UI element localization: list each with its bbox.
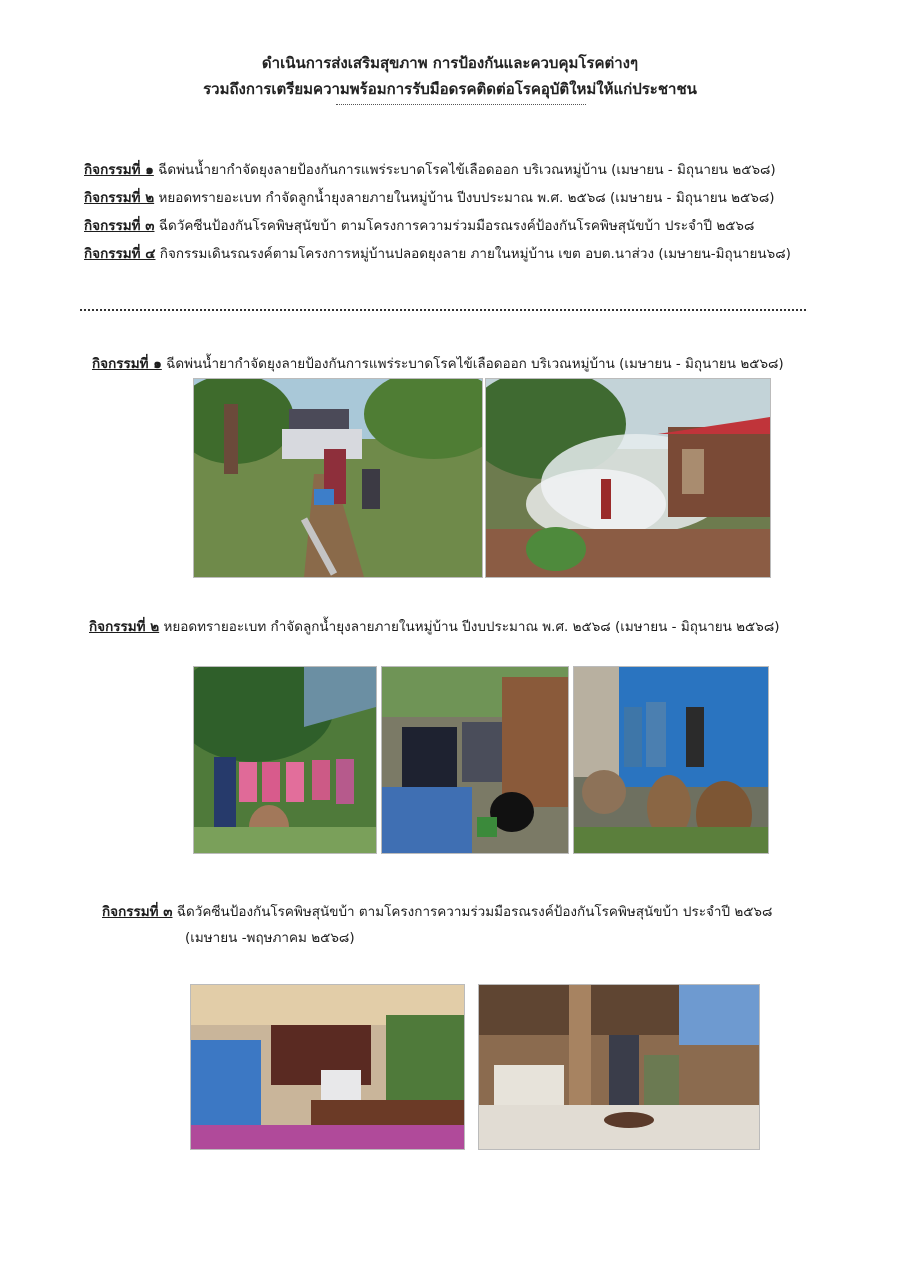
section-label: กิจกรรมที่ ๓ <box>102 904 173 920</box>
activity-text: ฉีดวัคซีนป้องกันโรคพิษสุนัขบ้า ตามโครงการความร่วมมือรณรงค์ป้องกันโรคพิษสุนัขบ้า ประจำปี ๒๕๖๘ <box>158 218 755 234</box>
photo-fogging-truck <box>193 378 483 578</box>
activity-item <box>84 212 844 240</box>
section-3-date: (เมษายน -พฤษภาคม ๒๕๖๘) <box>185 930 355 946</box>
activity-label: กิจกรรมที่ ๔ <box>84 246 156 262</box>
activity-label: กิจกรรมที่ ๓ <box>84 218 155 234</box>
section-2-heading <box>89 616 780 638</box>
activity-text: ฉีดพ่นน้ำยากำจัดยุงลายป้องกันการแพร่ระบาดโรคไข้เลือดออก บริเวณหมู่บ้าน (เมษายน - มิถุนายน ๒๕๖๘) <box>158 162 776 178</box>
section-text: หยอดทรายอะเบท กำจัดลูกน้ำยุงลายภายในหมู่บ้าน ปีงบประมาณ พ.ศ. ๒๕๖๘ (เมษายน - มิถุนายน ๒๕๖๘) <box>163 619 780 635</box>
section-text: ฉีดวัคซีนป้องกันโรคพิษสุนัขบ้า ตามโครงการความร่วมมือรณรงค์ป้องกันโรคพิษสุนัขบ้า ประจำปี ๒๕๖๘ <box>176 904 773 920</box>
activity-text: หยอดทรายอะเบท กำจัดลูกน้ำยุงลายภายในหมู่บ้าน ปีงบประมาณ พ.ศ. ๒๕๖๘ (เมษายน - มิถุนายน ๒๕๖๘) <box>158 190 775 206</box>
activity-label: กิจกรรมที่ ๒ <box>84 190 155 206</box>
activity-list <box>84 156 844 268</box>
activity-label: กิจกรรมที่ ๑ <box>84 162 154 178</box>
photo-abate-group <box>193 666 377 854</box>
section-label: กิจกรรมที่ ๑ <box>92 356 162 372</box>
title-dotted-divider <box>336 104 586 105</box>
document-title-line-1: ดำเนินการส่งเสริมสุขภาพ การป้องกันและควบคุมโรคต่างๆ <box>261 54 639 72</box>
document-title-line-2: รวมถึงการเตรียมความพร้อมการรับมือดรคติดต่อโรคอุบัติใหม่ให้แก่ประชาชน <box>203 80 697 98</box>
activity-text: กิจกรรมเดินรณรงค์ตามโครงการหมู่บ้านปลอดยุงลาย ภายในหมู่บ้าน เขต อบต.นาส่วง (เมษายน-มิถุนายน๖๘) <box>159 246 791 262</box>
photo-water-jars <box>573 666 769 854</box>
section-3-heading <box>102 901 772 923</box>
activity-item <box>84 240 844 268</box>
photo-fogging-house <box>485 378 771 578</box>
photo-dog-vaccination-table <box>190 984 465 1150</box>
activity-item <box>84 156 844 184</box>
section-text: ฉีดพ่นน้ำยากำจัดยุงลายป้องกันการแพร่ระบาดโรคไข้เลือดออก บริเวณหมู่บ้าน (เมษายน - มิถุนายน ๒๕๖๘) <box>166 356 784 372</box>
photo-dog-vaccination-yard <box>478 984 760 1150</box>
activity-item <box>84 184 844 212</box>
section-dotted-divider <box>80 309 806 311</box>
section-label: กิจกรรมที่ ๒ <box>89 619 160 635</box>
section-1-heading <box>92 353 784 375</box>
photo-abate-jar <box>381 666 569 854</box>
